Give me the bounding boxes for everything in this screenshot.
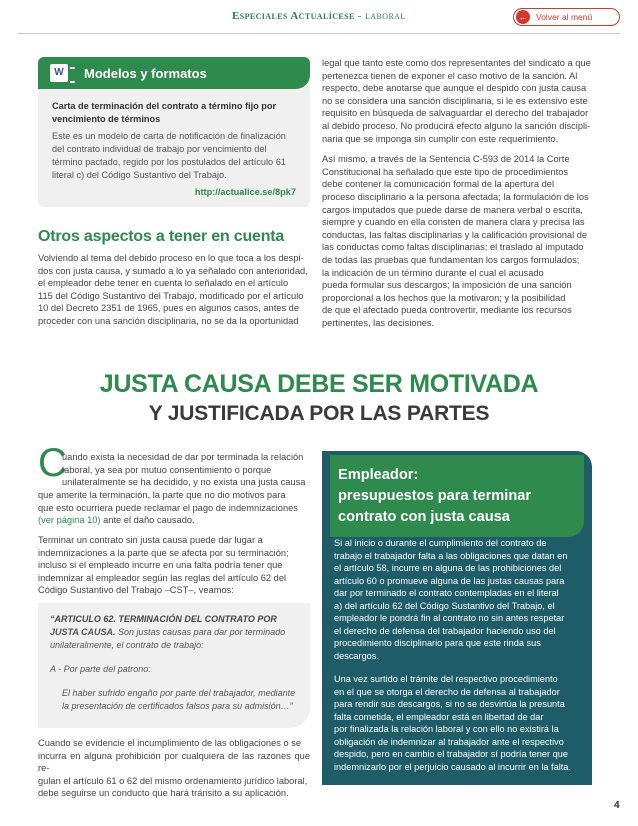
text-line: Volviendo al tema del debido proceso en lo que toca a los despi- — [38, 253, 304, 263]
employer-paragraph-1 — [334, 537, 582, 662]
text-line: que esto ocurriera puede reclamar el pago de indemnizaciones — [38, 502, 298, 513]
intro-paragraph-2 — [38, 534, 310, 597]
text-line: trabajo el trabajador falta a las obligaciones que datan en — [334, 550, 568, 561]
text-line: Una vez surtido el trámite del respectivo procedimiento — [334, 674, 558, 684]
models-subtitle-line: vencimiento de términos — [52, 114, 161, 124]
quote-line: unilateralmente, el contrato de trabajo: — [50, 640, 204, 650]
text-line: laboral, ya sea por mutuo consentimiento o porque — [62, 464, 272, 475]
page-number: 4 — [614, 800, 620, 811]
models-subtitle-line: Carta de terminación del contrato a término fijo por — [52, 101, 277, 111]
text-line: descargos. — [334, 650, 379, 661]
text-line: no se considera una sanción disciplinaria, si le es extensivo este — [322, 95, 588, 106]
header-divider — [18, 33, 620, 34]
main-title-line1: JUSTA CAUSA DEBE SER MOTIVADA — [99, 370, 539, 398]
text-line: el derecho de defensa del trabajador haciendo uso del — [334, 625, 556, 636]
text-line: Así mismo, a través de la Sentencia C-593 de 2014 la Corte — [322, 154, 570, 165]
text-line: el empleador debe tener en cuenta lo señalado en el artículo — [38, 278, 289, 289]
text-line: el artículo 58, incurre en alguna de las prohibiciones del — [334, 563, 562, 573]
employer-paragraph-2 — [334, 673, 582, 773]
page-header — [0, 0, 638, 34]
text-line: pertinentes, las decisiones. — [322, 317, 435, 328]
text-line: naria que se imponga sin cumplir con este requerimiento. — [322, 133, 559, 144]
text-line: obligación de indemnizar al trabajador ante el respectivo — [334, 736, 564, 747]
models-heading: Modelos y formatos — [84, 65, 207, 81]
quote-line — [50, 626, 285, 639]
models-desc-line: del contrato individual de trabajo por vencimiento del — [52, 144, 267, 154]
text-line: Cuando se evidencie el incumplimiento de las obligaciones o se — [38, 738, 302, 748]
otros-paragraph — [38, 252, 310, 328]
publication-title-main: Especiales Actualícese — [232, 10, 355, 22]
text-line: artículo 60 o promueve alguna de las justas causas para — [334, 575, 565, 586]
text-line: indemnizaciones a la parte que se afecta por su terminación; — [38, 547, 289, 558]
arrow-left-icon: ← — [516, 10, 530, 24]
quote-bold-tail: Son justas causas para dar por terminado — [115, 627, 286, 637]
employer-title-line: Empleador: — [338, 467, 419, 483]
employer-title-tab — [330, 455, 584, 537]
text-line: 115 del Código Sustantivo del Trabajo, modificado por el artículo — [38, 290, 304, 301]
text-line: por finalizada la relación laboral y con ello no existirá la — [334, 724, 559, 734]
text-line: 10 del Decreto 2351 de 1965, pues en algunos casos, antes de — [38, 303, 300, 314]
text-line: en el que se otorga el derecho de defensa al trabajador — [334, 686, 560, 697]
text-line: Terminar un contrato sin justa causa puede dar lugar a — [38, 535, 263, 545]
text-line: proporcional a los hechos que la motivaron; y la posibilidad — [322, 292, 566, 303]
text-line: incurra en alguna prohibición por cualquiera de las razones que re- — [38, 750, 310, 774]
text-line: conductas, las faltas disciplinarias y la calificación provisional de — [322, 229, 588, 240]
quote-line: “ARTICULO 62. TERMINACIÓN DEL CONTRATO POR — [50, 614, 277, 624]
text-line: Si al inicio o durante el cumplimiento del contrato de — [334, 538, 547, 548]
text-line: proceder con una sanción disciplinaria, no se da la oportunidad — [38, 315, 299, 326]
text-line: procedimiento disciplinario para que este rinda sus — [334, 638, 541, 648]
main-title-line2: Y JUSTIFICADA POR LAS PARTES — [148, 402, 490, 425]
text-line: Constitucional ha señalado que este tipo de procedimientos — [322, 166, 569, 177]
intro-rest — [38, 489, 310, 527]
text-line: debe seguirse un conducto que hará tránsito a su aplicación. — [38, 788, 289, 799]
text-line: para rendir sus descargos, si no se desvirtúa la presunta — [334, 699, 565, 709]
intro-first-lines — [62, 451, 310, 489]
text-line: uando exista la necesidad de dar por terminada la relación — [62, 452, 304, 462]
text-line: debe contener la comunicación formal de la apertura del — [322, 179, 555, 190]
link-tail: ante el daño causado. — [100, 515, 195, 526]
text-line — [38, 514, 310, 527]
models-desc-line: literal c) del Código Sustantivo del Trabajo. — [52, 170, 227, 180]
text-line: falta cometida, el empleador está en libertad de dar — [334, 711, 544, 722]
closing-paragraph — [38, 737, 310, 800]
text-line: pueda formular sus descargos; la imposición de una sanción — [322, 280, 572, 291]
word-document-icon: W — [50, 64, 68, 82]
models-link[interactable]: http://actualice.se/8pk7 — [194, 187, 296, 197]
publication-title — [232, 10, 406, 22]
text-line: indemnizarlo por el perjuicio causado al incurrir en la falta. — [334, 761, 571, 772]
text-line: cargos imputados que puede darse de manera verbal o escrita, — [322, 204, 583, 215]
text-line: dos con justa causa, y sumado a lo ya señalado con anterioridad, — [38, 265, 308, 276]
employer-box — [322, 451, 592, 785]
text-line: pertenezca tienen de exponer el caso motivo de la sanción. Al — [322, 70, 578, 81]
text-line: siempre y cuando en ella consten de manera clara y precisa las — [322, 217, 585, 228]
text-line: requisito en búsqueda de salvaguardar el derecho del trabajador — [322, 108, 589, 119]
quote-line: la presentación de certificados falsos para su admisión…” — [62, 701, 293, 711]
text-line: indemnizar al empleador según las reglas del artículo 62 del — [38, 572, 287, 583]
see-page-10-link[interactable]: (ver página 10) — [38, 515, 101, 526]
text-line: dar por terminado el contrato contempladas en el literal — [334, 588, 559, 598]
text-line: proceso disciplinario a la persona afectada; la formulación de los — [322, 191, 589, 202]
back-to-menu-button[interactable] — [513, 8, 620, 26]
text-line: incluso si el empleado incurre en una falta podría tener que — [38, 560, 283, 571]
text-line: legal que tanto este como dos representantes del sindicato a que — [322, 58, 591, 68]
models-box — [38, 57, 310, 207]
text-line: gulan el artículo 61 o 62 del mismo ordenamiento jurídico laboral, — [38, 775, 308, 786]
text-line: respecto, debe anotarse que aunque el despido con justa causa — [322, 83, 587, 94]
back-to-menu-label: Volver al menú — [536, 12, 593, 22]
quote-line: A - Por parte del patrono: — [50, 664, 151, 674]
article-62-quote-box — [38, 603, 310, 728]
quote-bold: JUSTA CAUSA. — [50, 627, 116, 637]
right-column-text — [322, 57, 594, 329]
text-line: a) del artículo 62 del Código Sustantivo del Trabajo, el — [334, 600, 555, 611]
text-line: despido, pero en cambio el trabajador sí podría tener que — [334, 749, 568, 759]
models-subtitle — [52, 100, 297, 126]
section-heading-otros-aspectos: Otros aspectos a tener en cuenta — [38, 228, 285, 245]
text-line: al debido proceso. No producirá efecto alguno la sanción discipli- — [322, 120, 591, 131]
publication-title-section: - laboral — [357, 10, 406, 22]
drop-cap: C — [38, 441, 67, 485]
employer-title-line: contrato con justa causa — [338, 509, 510, 525]
text-line: las conductas como faltas disciplinarias; el traslado al imputado — [322, 242, 584, 253]
paragraph-spacer — [322, 145, 594, 153]
text-line: empleador le pondrá fin al contrato no sin antes respetar — [334, 613, 565, 623]
text-line: de todas las pruebas que fundamentan los cargos formulados; — [322, 254, 580, 265]
text-line: unilateralmente se ha decidido, y no exista una justa causa — [62, 477, 306, 488]
text-line: que amerite la terminación, la parte que no dio motivos para — [38, 490, 286, 500]
quote-line: El haber sufrido engaño por parte del trabajador, mediante — [62, 688, 296, 698]
models-desc-line: término pactado, regido por los postulados del artículo 61 — [52, 157, 286, 167]
models-tab — [38, 57, 310, 89]
text-line: de que el afectado pueda controvertir, mediante los recursos — [322, 305, 572, 316]
employer-title-line: presupuestos para terminar — [338, 488, 532, 504]
text-line: la indicación de un término durante el cual el acusado — [322, 267, 544, 278]
models-desc-line: Este es un modelo de carta de notificación de finalización — [52, 131, 286, 141]
models-description — [52, 130, 300, 182]
text-line: Código Sustantivo del Trabajo –CST–, veamos: — [38, 585, 234, 596]
